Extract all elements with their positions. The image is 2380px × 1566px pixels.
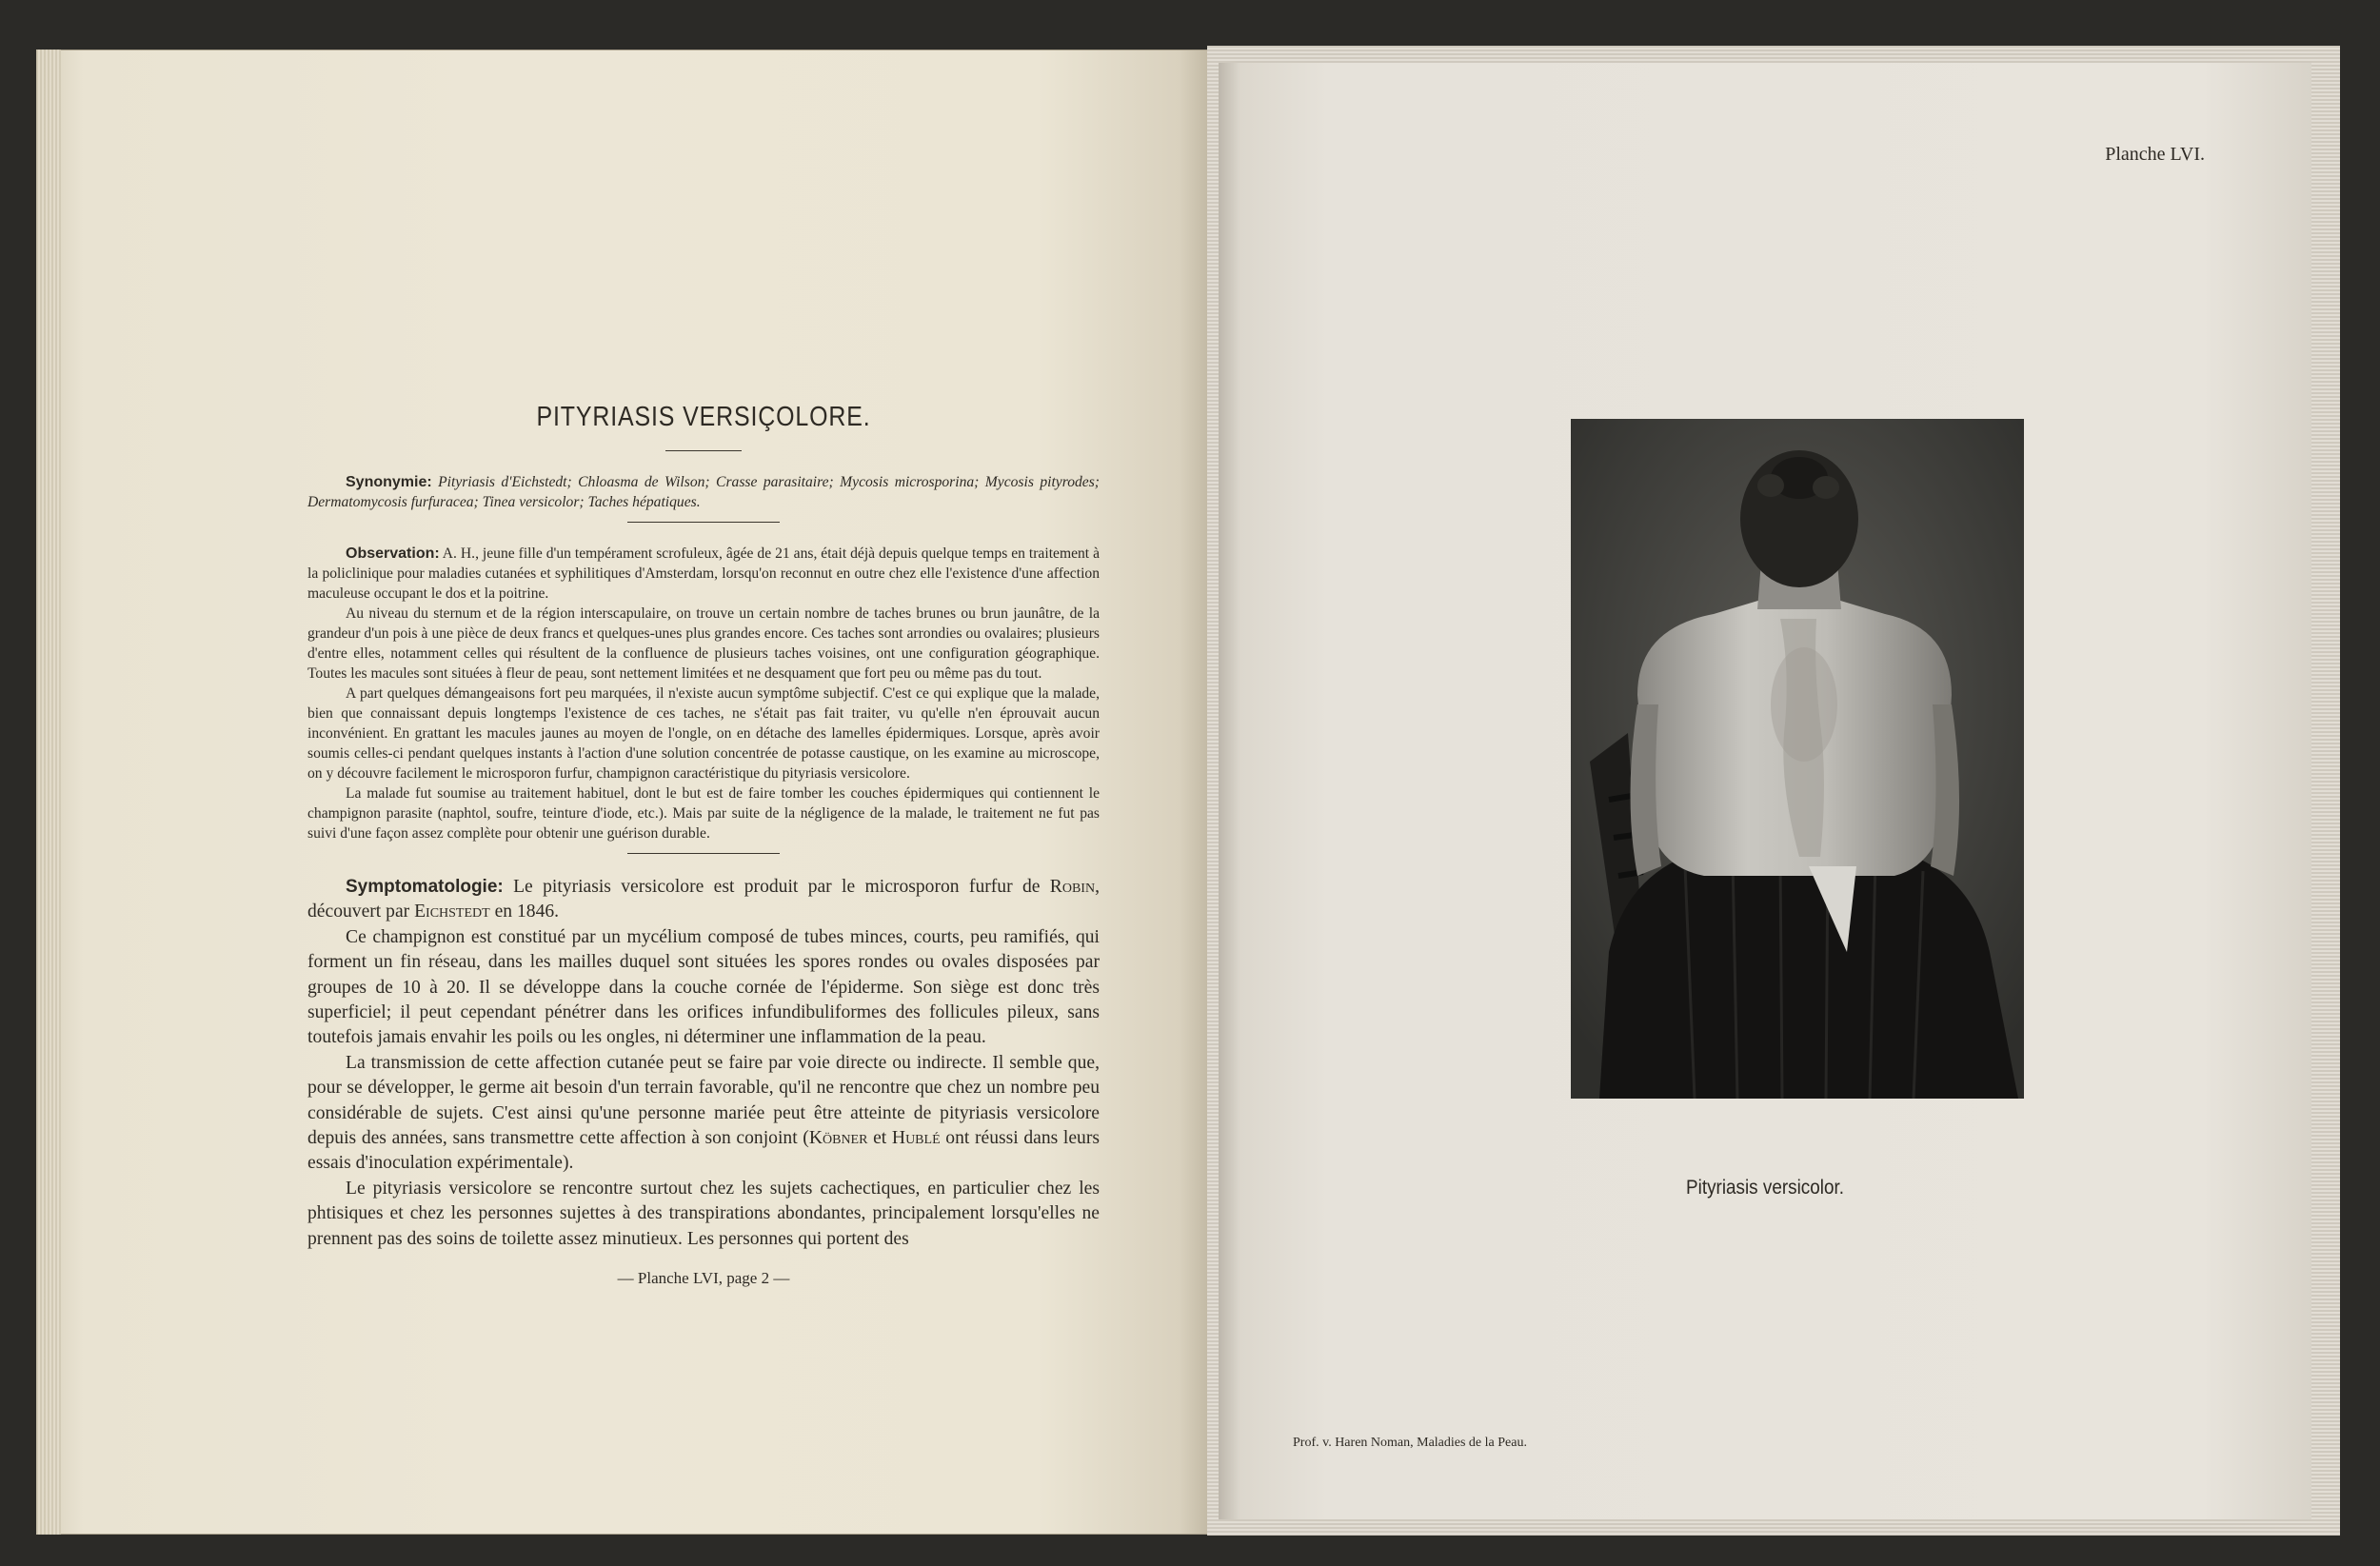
observation-text-2: Au niveau du sternum et de la région interscapulaire, on trouve un certain nombre de taches brunes ou brun jaunâtre, de la grandeur d'un pois à une pièce de deux francs et quelques-unes plus grandes encore. Ces taches sont arrondies ou ovalaires; plusieurs d'entre elles, notamment celles qui résultent de la confluence de plusieurs taches voisines, ont une configuration géographique. Toutes les macules sont situées à fleur de peau, sont nettement limitées et ne desquament que fort peu ou même pas du tout. <box>307 605 1100 682</box>
symptomatologie-text: , découvert par <box>307 877 1100 922</box>
symptomatologie-text: ont réussi dans leurs essais d'inoculation expérimentale). <box>307 1128 1101 1174</box>
article-body <box>307 402 1100 1288</box>
divider <box>665 450 742 451</box>
observation-label: Observation: <box>346 545 440 562</box>
synonymie-paragraph <box>307 472 1100 512</box>
symptomatologie-text: en 1846. <box>489 902 560 922</box>
symptomatologie-text: et <box>867 1128 892 1149</box>
symptomatologie-label: Symptomatologie: <box>346 877 504 897</box>
observation-paragraph <box>307 544 1100 604</box>
article-title: PITYRIASIS VERSIÇOLORE. <box>536 402 871 432</box>
plate-caption: Pityriasis versicolor. <box>1686 1177 1844 1199</box>
left-page <box>36 50 1215 1535</box>
right-page <box>1207 46 2340 1536</box>
page-footer: — Planche LVI, page 2 — <box>617 1269 790 1288</box>
symptomatologie-text-2: Ce champignon est constitué par un mycélium composé de tubes minces, courts, peu ramifiés, qui forment un fin réseau, dans les mailles duquel sont situées les spores rondes ou ovales disposées par groupes de 10 à 20. Il se développe dans la couche cornée de l'épiderme. Son siège est donc très superficiel; il peut cependant pénétrer dans les orifices infundibuliformes des follicules pileux, sans toutefois jamais envahir les poils ou les ongles, ni déterminer une inflammation de la peau. <box>307 926 1100 1048</box>
divider <box>627 522 780 523</box>
synonymie-text: Pityriasis d'Eichstedt; Chloasma de Wilson; Crasse parasitaire; Mycosis microsporina; Mycosis pityrodes; Dermatomycosis furfuracea; Tinea versicolor; Taches hépatiques. <box>307 474 1100 510</box>
symptomatologie-text-3 <box>307 1051 1100 1177</box>
symptomatologie-paragraph <box>307 875 1100 925</box>
book-credit: Prof. v. Haren Noman, Maladies de la Peau. <box>1293 1436 1527 1450</box>
page-edge <box>36 50 61 1535</box>
patient-photograph <box>1571 419 2024 1099</box>
plate-number: Planche LVI. <box>2105 144 2205 165</box>
author-buble: Hublé <box>891 1128 941 1149</box>
observation-text-1: A. H., jeune fille d'un tempérament scrofuleux, âgée de 21 ans, était déjà depuis quelque temps en traitement à la policlinique pour maladies cutanées et syphilitiques d'Amsterdam, lorsqu'on reconnut en outre chez elle l'existence d'une affection maculeuse occupant le dos et la poitrine. <box>307 545 1101 602</box>
author-kobner: Köbner <box>808 1128 868 1149</box>
symptomatologie-text: La transmission de cette affection cutanée peut se faire par voie directe ou indirecte. Il semble que, pour se développer, le germe ait besoin d'un terrain favorable, qu'il ne rencontre que chez un nombre peu considérable de sujets. C'est ainsi qu'une personne mariée peut être atteinte de pityriasis versicolore depuis des années, sans transmettre cette affection à son conjoint ( <box>307 1052 1100 1149</box>
observation-text-3: A part quelques démangeaisons fort peu marquées, il n'existe aucun symptôme subjectif. C'est ce qui explique que la malade, bien que connaissant depuis longtemps l'existence de ces taches, ne s'était pas fait traiter, vu qu'elle n'en éprouvait aucun inconvénient. En grattant les macules jaunes au moyen de l'ongle, on en détache des lamelles épidermiques. Lorsque, après avoir soumis celles-ci pendant quelques instants à l'action d'une solution concentrée de potasse caustique, on les examine au microscope, on y découvre facilement le microsporon furfur, champignon caractéristique du pityriasis versicolore. <box>307 685 1100 782</box>
author-eichstedt: Eichstedt <box>414 902 490 922</box>
synonymie-label: Synonymie: <box>346 474 432 490</box>
plate-sheet <box>1219 63 2311 1519</box>
author-robin: Robin <box>1049 877 1096 897</box>
divider <box>627 853 780 854</box>
symptomatologie-text-4: Le pityriasis versicolore se rencontre surtout chez les sujets cachectiques, en particulier chez les phtisiques et chez les personnes sujettes à des transpirations abondantes, principalement lorsqu'elles ne prennent pas des soins de toilette assez minutieux. Les personnes qui portent des <box>307 1178 1100 1249</box>
observation-text-4: La malade fut soumise au traitement habituel, dont le but est de faire tomber les couches épidermiques qui contiennent le champignon parasite (naphtol, soufre, teinture d'iode, etc.). Mais par suite de la négligence de la malade, le traitement ne fut pas suivi d'une façon assez complète pour obtenir une guérison durable. <box>307 785 1100 842</box>
symptomatologie-text: Le pityriasis versicolore est produit par le microsporon furfur de <box>513 877 1050 897</box>
symptomatologie-section <box>307 875 1100 1252</box>
